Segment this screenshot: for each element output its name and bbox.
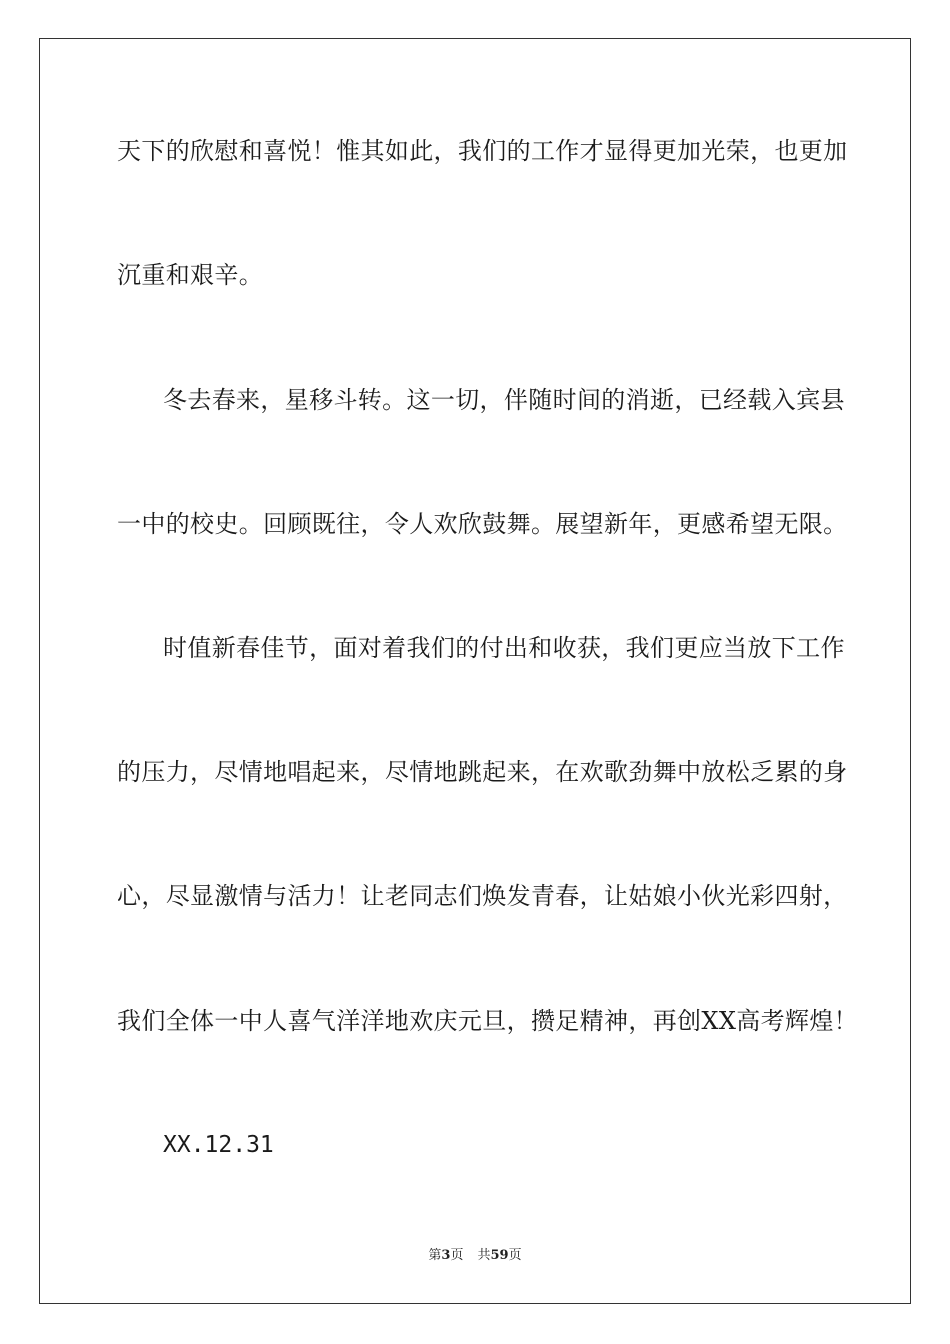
page-prefix: 第 [428, 1248, 442, 1263]
page-border [39, 38, 911, 1304]
body-line: 心，尽显激情与活力！让老同志们焕发青春，让姑娘小伙光彩四射， [117, 882, 848, 910]
page-footer [0, 1247, 950, 1265]
total-prefix: 共 [477, 1248, 491, 1263]
body-line: 我们全体一中人喜气洋洋地欢庆元旦，攒足精神，再创XX高考辉煌！ [117, 1007, 859, 1035]
page-suffix: 页 [450, 1248, 464, 1263]
date-line: XX.12.31 [163, 1132, 274, 1158]
total-pages: 59 [490, 1248, 509, 1263]
body-line: 一中的校史。回顾既往，令人欢欣鼓舞。展望新年，更感希望无限。 [117, 510, 848, 538]
body-line: 沉重和艰辛。 [117, 261, 264, 289]
total-suffix: 页 [508, 1248, 522, 1263]
paragraph-start-line: 时值新春佳节，面对着我们的付出和收获，我们更应当放下工作 [163, 634, 845, 662]
page-number: 3 [441, 1248, 451, 1263]
body-line: 的压力，尽情地唱起来，尽情地跳起来，在欢歌劲舞中放松乏累的身 [117, 758, 848, 786]
paragraph-start-line: 冬去春来，星移斗转。这一切，伴随时间的消逝，已经载入宾县 [163, 386, 845, 414]
body-line: 天下的欣慰和喜悦！惟其如此，我们的工作才显得更加光荣，也更加 [117, 137, 848, 165]
